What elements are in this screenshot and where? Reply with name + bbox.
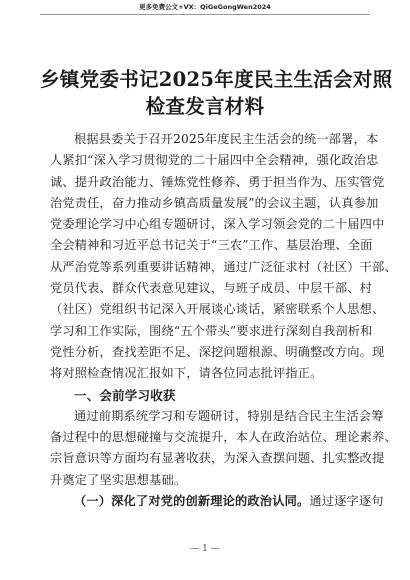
page-number: — 1 — [190,544,220,554]
header-rule [40,14,370,15]
subsection-text: 通过逐字逐句 [309,494,384,509]
paragraph-line: 升奠定了坚实思想基础。 [50,472,187,487]
paragraph-line: 从严治党等系列重要讲话精神，通过广泛征求村（社区）干部、 [50,259,397,274]
subsection-heading: （一）深化了对党的创新理论的政治认同。 [74,494,310,509]
paragraph-line: 根据县委关于召开2025年度民主生活会的统一部署，本 [74,132,379,146]
paragraph-line: 人紧扣“深入学习贯彻党的二十届四中全会精神，强化政治忠 [50,153,379,168]
paragraph-line: 全会精神和习近平总书记关于“三农”工作、基层治理、全面 [50,238,373,253]
paragraph-line: 治党责任，奋力推动乡镇高质量发展”的会议主题，认真参加 [50,195,379,210]
paragraph-line: 备过程中的思想碰撞与交流提升，本人在政治站位、理论素养、 [50,430,397,445]
paragraph-line: 通过前期系统学习和专题研讨，特别是结合民主生活会筹 [74,408,384,423]
paragraph-line: 将对照检查情况汇报如下，请各位同志批评指正。 [50,366,323,381]
paragraph-line: 诚、提升政治能力、锤炼党性修养、勇于担当作为、压实管党 [50,174,385,189]
document-title-line-1: 乡镇党委书记2025年度民主生活会对照 [40,68,393,91]
paragraph-line: 宗旨意识等方面均有显著收获，为深入查摆问题、扎实整改提 [50,451,385,466]
page-header [0,0,410,14]
document-body [50,129,397,512]
paragraph-line: 党委理论学习中心组专题研讨，深入学习领会党的二十届四中 [50,217,385,232]
subsection-heading-line [50,491,384,512]
paragraph-line: （社区）党组织书记深入开展谈心谈话，紧密联系个人思想、 [50,302,385,317]
section-heading: 一、会前学习收获 [74,387,176,403]
paragraph-line: 党性分析，查找差距不足、深挖问题根源、明确整改方向。现 [50,344,385,359]
paragraph-line: 学习和工作实际，围绕“五个带头”要求进行深刻自我剖析和 [50,323,373,338]
document-title-line-2: 检查发言材料 [145,95,265,118]
paragraph-line: 党员代表、群众代表意见建议，与班子成员、中层干部、村 [50,281,373,296]
header-text: 更多免费公文+VX：QiGeGongWen2024 [139,3,271,11]
